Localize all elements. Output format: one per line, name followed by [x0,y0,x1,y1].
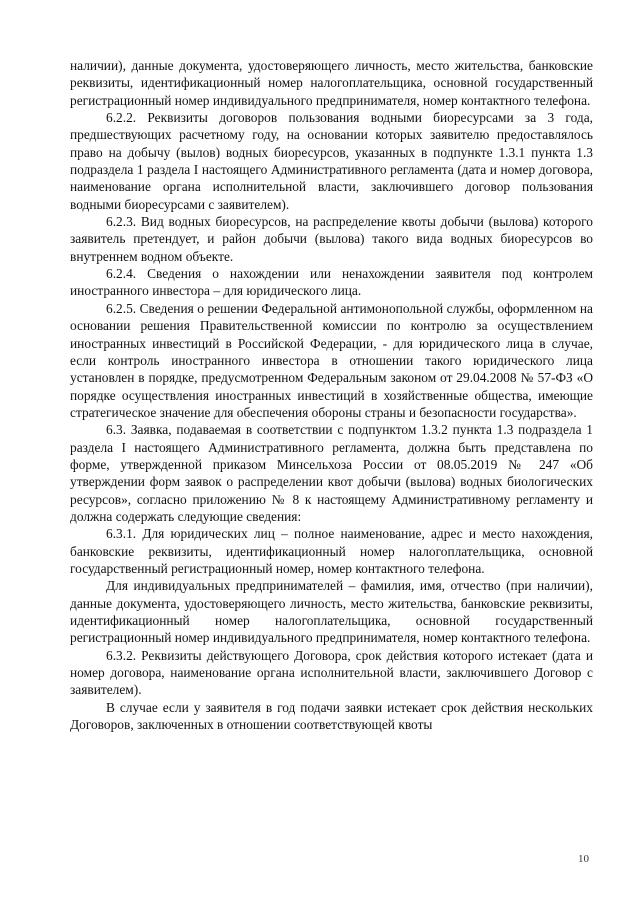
paragraph-6-2-3: 6.2.3. Вид водных биоресурсов, на распределение квоты добычи (вылова) которого заявитель претендует, и район добычи (вылова) такого вида водных биоресурсов во внутреннем водном объекте. [70,214,593,264]
paragraph-6-3: 6.3. Заявка, подаваемая в соответствии с подпунктом 1.3.2 пункта 1.3 подраздела 1 раздела I настоящего Административного регламента, должна быть представлена по форме, утвержденной приказом Минсельхоза России от 08.05.2019 № 247 «Об утверждении форм заявок о распределении квот добычи (вылова) водных биологических ресурсов», согласно приложению № 8 к настоящему Административному регламенту и должна содержать следующие сведения: [70,422,593,524]
paragraph-multiple-contracts: В случае если у заявителя в год подачи заявки истекает срок действия нескольких Договоров, заключенных в отношении соответствующей квоты [70,699,593,733]
paragraph-individual-entrepreneurs: Для индивидуальных предпринимателей – фамилия, имя, отчество (при наличии), данные документа, удостоверяющего личность, место жительства, банковские реквизиты, идентификационный номер налогоплательщика, основной государственный регистрационный номер индивидуального предпринимателя, номер контактного телефона. [70,578,593,646]
paragraph-6-2-5: 6.2.5. Сведения о решении Федеральной антимонопольной службы, оформленном на основании решения Правительственной комиссии по контролю за осуществлением иностранных инвестиций в Российской Федерации, - для юридического лица в случае, если контроль иностранного инвестора в отношении такого юридического лица установлен в порядке, предусмотренном Федеральным законом от 29.04.2008 № 57-ФЗ «О порядке осуществления иностранных инвестиций в хозяйственные общества, имеющие стратегическое значение для обеспечения обороны страны и безопасности государства». [70,300,593,420]
paragraph-6-3-1: 6.3.1. Для юридических лиц – полное наименование, адрес и место нахождения, банковские реквизиты, идентификационный номер налогоплательщика, основной государственный регистрационный номер, номер контактного телефона. [70,526,593,576]
paragraph-6-2-2: 6.2.2. Реквизиты договоров пользования водными биоресурсами за 3 года, предшествующих расчетному году, на основании которых заявителю предоставлялось право на добычу (вылов) водных биоресурсов, указанных в подпункте 1.3.1 пункта 1.3 подраздела 1 раздела I настоящего Административного регламента (дата и номер договора, наименование органа исполнительной власти, заключившего договор пользования водными биоресурсами с заявителем). [70,110,593,212]
paragraph-6-3-2: 6.3.2. Реквизиты действующего Договора, срок действия которого истекает (дата и номер договора, наименование органа исполнительной власти, заключившего Договор с заявителем). [70,647,593,698]
document-body [70,57,593,733]
page-number: 10 [578,853,589,865]
paragraph-6-2-4: 6.2.4. Сведения о нахождении или ненахождении заявителя под контролем иностранного инвестора – для юридического лица. [70,266,593,299]
paragraph-continuation: наличии), данные документа, удостоверяющего личность, место жительства, банковские реквизиты, идентификационный номер налогоплательщика, основной государственный регистрационный номер индивидуального предпринимателя, номер контактного телефона. [70,58,593,108]
